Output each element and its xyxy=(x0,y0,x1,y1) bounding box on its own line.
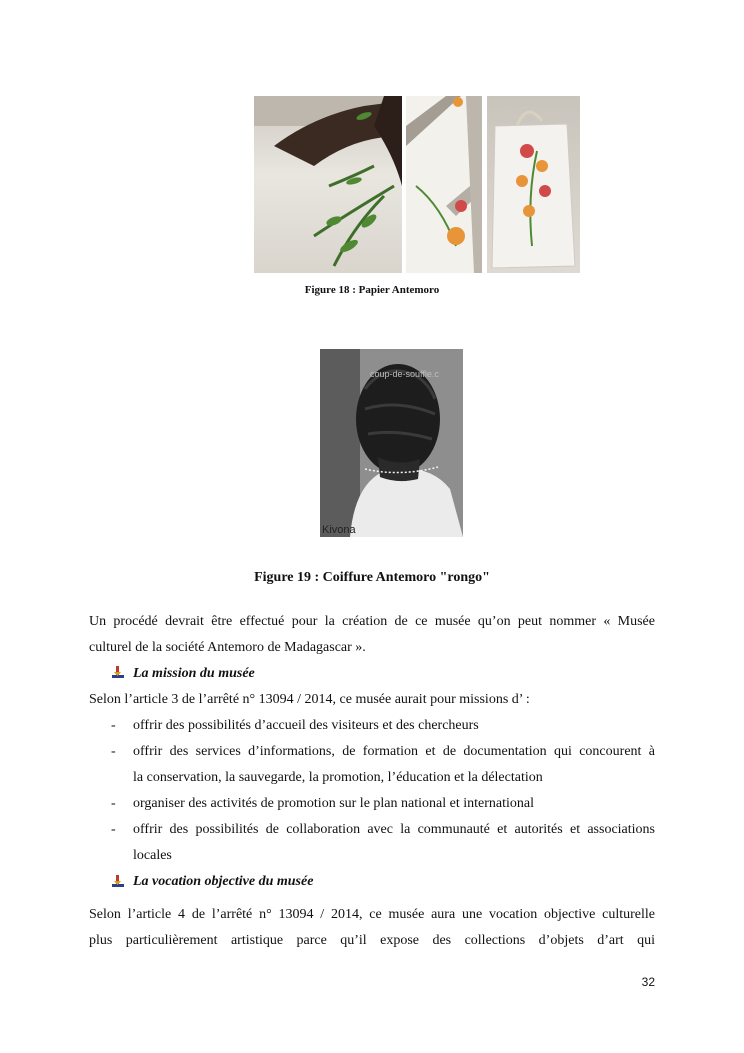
intro-mission: Selon l’article 3 de l’arrêté n° 13094 / 2014, ce musée aurait pour missions d’ : xyxy=(89,692,530,707)
page-number: 32 xyxy=(641,975,655,989)
figure-18-caption: Figure 18 : Papier Antemoro xyxy=(304,284,440,296)
photo-flower-paper xyxy=(406,96,482,273)
arrow-bullet-icon xyxy=(111,874,125,888)
heading-vocation: La vocation objective du musée xyxy=(133,874,314,889)
heading-mission: La mission du musée xyxy=(133,666,255,681)
dash-bullet: - xyxy=(111,822,116,837)
bullet-4-line-1: offrir des possibilités de collaboration avec la communauté et autorités et associations xyxy=(133,822,655,837)
figure-19-caption: Figure 19 : Coiffure Antemoro "rongo" xyxy=(254,570,490,585)
paragraph-2-line-2: plus particulièrement artistique parce qu’il expose des collections d’objets d’art qui xyxy=(89,933,655,948)
bullet-1-line-1: offrir des possibilités d’accueil des visiteurs et des chercheurs xyxy=(133,718,479,733)
bullet-2-line-1: offrir des services d’informations, de formation et de documentation qui concourent à xyxy=(133,744,655,759)
image-watermark-kivona: Kivona xyxy=(322,524,356,536)
paragraph-1-line-2: culturel de la société Antemoro de Madagascar ». xyxy=(89,640,366,655)
bullet-4-line-2: locales xyxy=(133,848,172,863)
paragraph-2-line-1: Selon l’article 4 de l’arrêté n° 13094 / 2014, ce musée aura une vocation objective culturelle xyxy=(89,907,655,922)
bullet-3-line-1: organiser des activités de promotion sur le plan national et international xyxy=(133,796,534,811)
photo-paper-bag xyxy=(487,96,580,273)
bullet-2-line-2: la conservation, la sauvegarde, la promotion, l’éducation et la délectation xyxy=(133,770,543,785)
paragraph-1-line-1: Un procédé devrait être effectué pour la création de ce musée qu’on peut nommer « Musée xyxy=(89,614,655,629)
photo-hands-leaves xyxy=(254,96,402,273)
dash-bullet: - xyxy=(111,744,116,759)
dash-bullet: - xyxy=(111,718,116,733)
dash-bullet: - xyxy=(111,796,116,811)
figure-18-images xyxy=(254,96,580,273)
image-watermark-url: coup-de-souffle.c xyxy=(370,369,439,379)
figure-19-image xyxy=(320,349,463,537)
arrow-bullet-icon xyxy=(111,665,125,679)
